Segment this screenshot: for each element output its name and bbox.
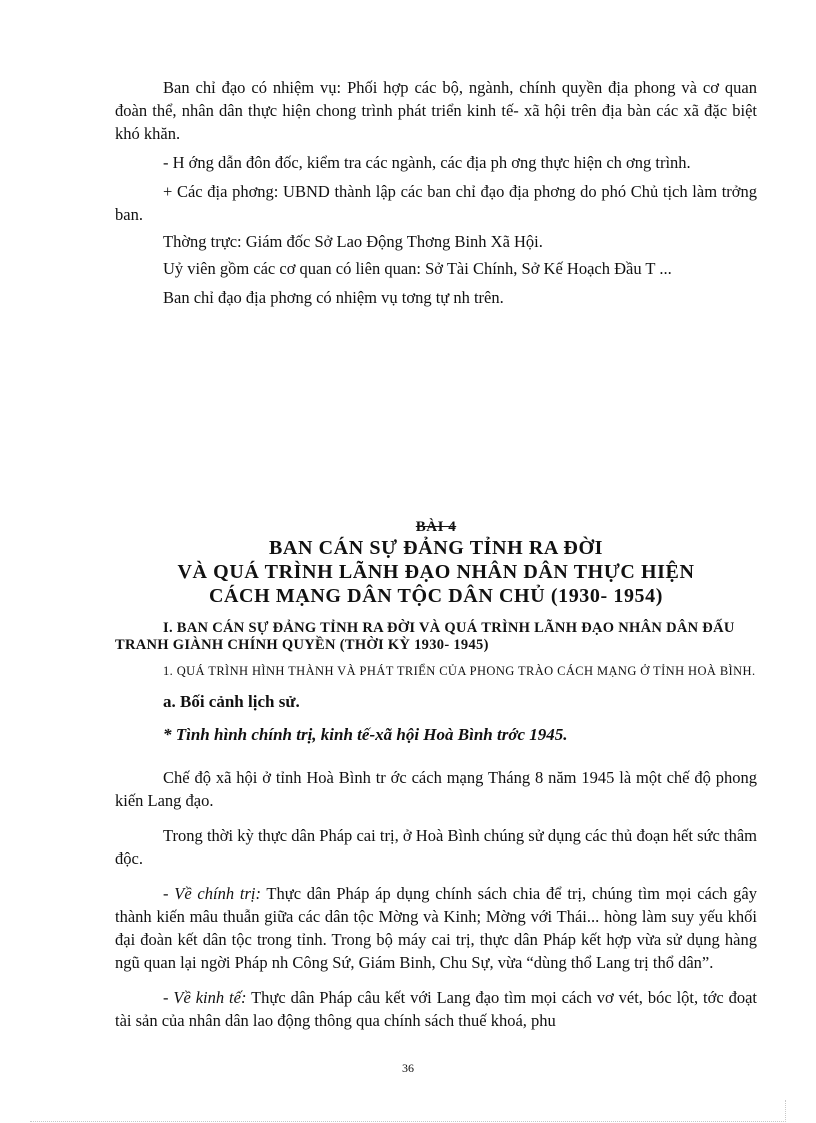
lesson-title-line-1: BAN CÁN SỰ ĐẢNG TỈNH RA ĐỜI: [268, 537, 603, 559]
top-text-block: [115, 76, 757, 309]
lesson-title-line-3: CÁCH MẠNG DÂN TỘC DÂN CHỦ (1930- 1954): [208, 585, 664, 607]
lesson-number: BÀI 4: [415, 519, 457, 535]
section-I-heading: I. BAN CÁN SỰ ĐẢNG TỈNH RA ĐỜI VÀ QUÁ TRÌNH LÃNH ĐẠO NHÂN DÂN ĐẤU TRANH GIÀNH CHÍNH QUYỀN (THỜI KỲ 1930- 1945): [115, 620, 735, 653]
paragraph-ban-chi-dao: Ban chỉ đạo có nhiệm vụ: Phối hợp các bộ, ngành, chính quyền địa phong và cơ quan đoàn thể, nhân dân thực hiện chong trình phát triển kinh tế- xã hội trên địa bàn các xã đặc biệt khó khăn.: [115, 78, 757, 143]
label-ve-chinh-tri: - Về chính trị:: [163, 884, 261, 903]
paragraph-ve-chinh-tri: [115, 882, 757, 974]
paragraph-cac-dia-phuong: + Các địa phơng: UBND thành lập các ban chỉ đạo địa phơng do phó Chủ tịch làm trởng ban.: [115, 182, 757, 224]
page-number: 36: [402, 1061, 414, 1075]
text-ve-chinh-tri: Thực dân Pháp áp dụng chính sách chia để trị, chúng tìm mọi cách gây thành kiến mâu thuẫn giữa các dân tộc Mờng và Kinh; Mờng với Thái... hòng làm suy yếu khối đại đoàn kết dân tộc trong tỉnh. Trong bộ máy cai trị, thực dân Pháp kết hợp vừa sử dụng hàng ngũ quan lại ngời Pháp nh Công Sứ, Giám Binh, Chu Sự, vừa “dùng thổ Lang trị thổ dân”.: [115, 884, 758, 972]
page-border-right: [785, 1100, 786, 1122]
heading-boi-canh-lich-su: a. Bối cảnh lịch sử.: [163, 692, 300, 711]
paragraph-thoi-ky-thuc-dan: Trong thời kỳ thực dân Pháp cai trị, ở Hoà Bình chúng sử dụng các thủ đoạn hết sức thâm độc.: [115, 826, 757, 868]
text-ve-kinh-te: Thực dân Pháp câu kết với Lang đạo tìm mọi cách vơ vét, bóc lột, tớc đoạt tài sản của nhân dân lao động thông qua chính sách thuế khoá, phu: [115, 988, 757, 1030]
heading-tinh-hinh-chinh-tri: * Tình hình chính trị, kinh tế-xã hội Hoà Bình trớc 1945.: [163, 725, 568, 744]
page-border-bottom: [30, 1121, 786, 1122]
paragraph-nhiem-vu-tuong-tu: Ban chỉ đạo địa phơng có nhiệm vụ tơng tự nh trên.: [163, 288, 504, 307]
lesson-title-line-2: VÀ QUÁ TRÌNH LÃNH ĐẠO NHÂN DÂN THỰC HIỆN: [177, 561, 695, 583]
paragraph-che-do-xa-hoi: Chế độ xã hội ở tỉnh Hoà Bình tr ớc cách mạng Tháng 8 năm 1945 là một chế độ phong kiến Lang đạo.: [115, 768, 757, 810]
lesson-title-block: [115, 518, 757, 608]
paragraph-uy-vien: Uỷ viên gồm các cơ quan có liên quan: Sở Tài Chính, Sở Kế Hoạch Đầu T ...: [163, 259, 672, 278]
paragraph-huong-dan: - H ớng dẫn đôn đốc, kiểm tra các ngành, các địa ph ơng thực hiện ch ơng trình.: [163, 153, 691, 172]
body-text-block: [115, 766, 757, 1032]
paragraph-thuong-truc: Thờng trực: Giám đốc Sở Lao Động Thơng Binh Xã Hội.: [163, 232, 543, 251]
subsection-1-heading: 1. QUÁ TRÌNH HÌNH THÀNH VÀ PHÁT TRIỂN CỦA PHONG TRÀO CÁCH MẠNG Ở TỈNH HOÀ BÌNH.: [163, 664, 756, 678]
section-headings: [115, 620, 757, 746]
paragraph-ve-kinh-te: [115, 986, 757, 1032]
label-ve-kinh-te: - Về kinh tế:: [163, 988, 247, 1007]
